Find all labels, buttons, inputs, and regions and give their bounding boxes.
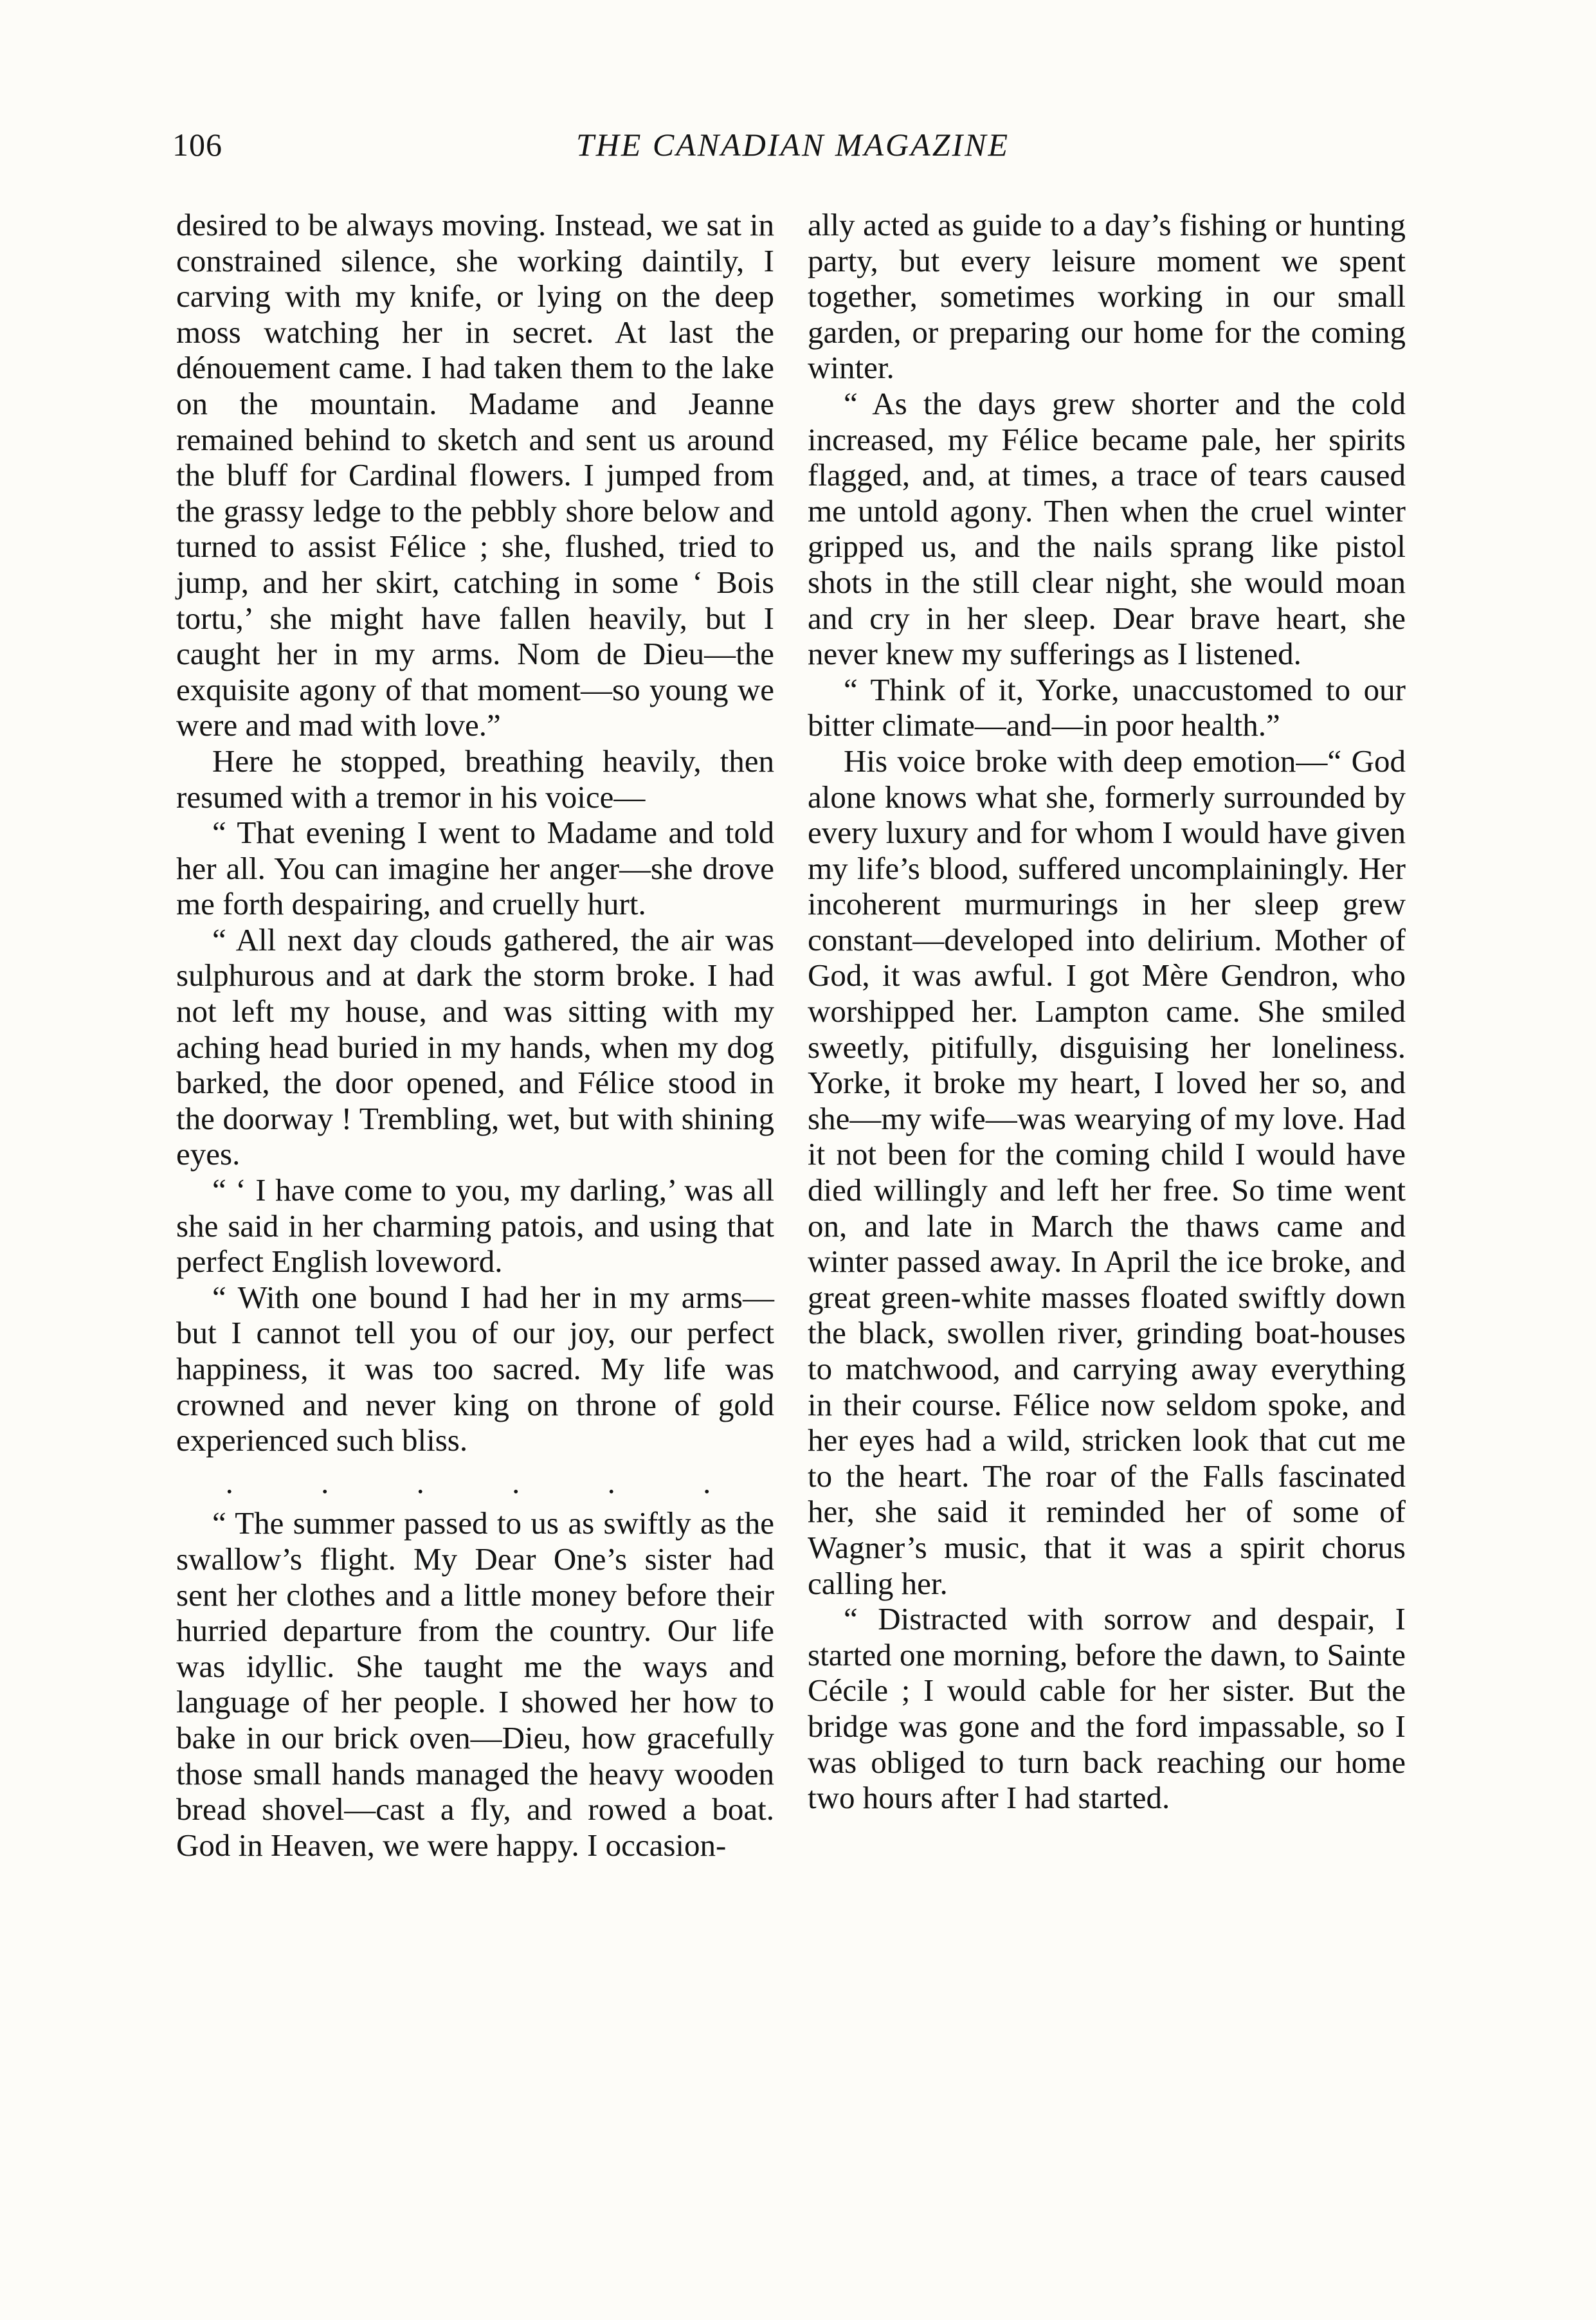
- left-column: [176, 207, 774, 1863]
- paragraph: “ Distracted with sorrow and despair, I started one morning, before the dawn, to Sainte Cécile ; I would cable for her sister. But the bridge was gone and the ford impassable, so I was obliged to turn back reaching our home two hours after I had started.: [808, 1601, 1406, 1816]
- paragraph: Here he stopped, breathing heavily, then resumed with a tremor in his voice—: [176, 743, 774, 815]
- paragraph: “ With one bound I had her in my arms—but I cannot tell you of our joy, our perfect happiness, it was too sacred. My life was crowned and never king on throne of gold experienced such bliss.: [176, 1279, 774, 1458]
- section-break: . . . . . .: [225, 1464, 751, 1500]
- paragraph: “ As the days grew shorter and the cold increased, my Félice became pale, her spirits flagged, and, at times, a trace of tears caused me untold agony. Then when the cruel winter gripped us, and the nails sprang like pistol shots in the still clear night, she would moan and cry in her sleep. Dear brave heart, she never knew my sufferings as I listened.: [808, 385, 1406, 672]
- page-header: [172, 126, 1413, 171]
- paragraph: ally acted as guide to a day’s fishing or hunting party, but every leisure moment we spent together, sometimes working in our small garden, or preparing our home for the coming winter.: [808, 207, 1406, 386]
- right-column: [808, 207, 1406, 1816]
- paragraph: desired to be always moving. Instead, we sat in constrained silence, she working daintily, I carving with my knife, or lying on the deep moss watching her in secret. At last the dénouement came. I had taken them to the lake on the mountain. Madame and Jeanne remained behind to sketch and sent us around the bluff for Cardinal flowers. I jumped from the grassy ledge to the pebbly shore below and turned to assist Félice ; she, flushed, tried to jump, and her skirt, catching in some ‘ Bois tortu,’ she might have fallen heavily, but I caught her in my arms. Nom de Dieu—the exquisite agony of that moment—so young we were and mad with love.”: [176, 207, 774, 743]
- paragraph: “ That evening I went to Madame and told her all. You can imagine her anger—she drove me forth despairing, and cruelly hurt.: [176, 815, 774, 922]
- paragraph: “ All next day clouds gathered, the air was sulphurous and at dark the storm broke. I had not left my house, and was sitting with my aching head buried in my hands, when my dog barked, the door opened, and Félice stood in the doorway ! Trembling, wet, but with shining eyes.: [176, 921, 774, 1172]
- paragraph: “ ‘ I have come to you, my darling,’ was all she said in her charming patois, and using that perfect English loveword.: [176, 1172, 774, 1280]
- page-number: 106: [172, 127, 222, 163]
- paragraph: “ The summer passed to us as swiftly as the swallow’s flight. My Dear One’s sister had sent her clothes and a little money before their hurried departure from the country. Our life was idyllic. She taught me the ways and language of her people. I showed her how to bake in our brick oven—Dieu, how gracefully those small hands managed the heavy wooden bread shovel—cast a fly, and rowed a boat. God in Heaven, we were happy. I occasion-: [176, 1505, 774, 1863]
- paragraph: His voice broke with deep emotion—“ God alone knows what she, formerly surrounded by every luxury and for whom I would have given my life’s blood, suffered uncomplainingly. Her incoherent murmurings in her sleep grew constant—developed into delirium. Mother of God, it was awful. I got Mère Gendron, who worshipped her. Lampton came. She smiled sweetly, pitifully, disguising her loneliness. Yorke, it broke my heart, I loved her so, and she—my wife—was wearying of my love. Had it not been for the coming child I would have died willingly and left her free. So time went on, and late in March the thaws came and winter passed away. In April the ice broke, and great green-white masses floated swiftly down the black, swollen river, grinding boat-houses to matchwood, and carrying away everything in their course. Félice now seldom spoke, and her eyes had a wild, stricken look that cut me to the heart. The roar of the Falls fascinated her, she said it reminded her of some of Wagner’s music, that it was a spirit chorus calling her.: [808, 743, 1406, 1601]
- running-title: THE CANADIAN MAGAZINE: [576, 127, 1010, 163]
- paragraph: “ Think of it, Yorke, unaccustomed to our bitter climate—and—in poor health.”: [808, 671, 1406, 743]
